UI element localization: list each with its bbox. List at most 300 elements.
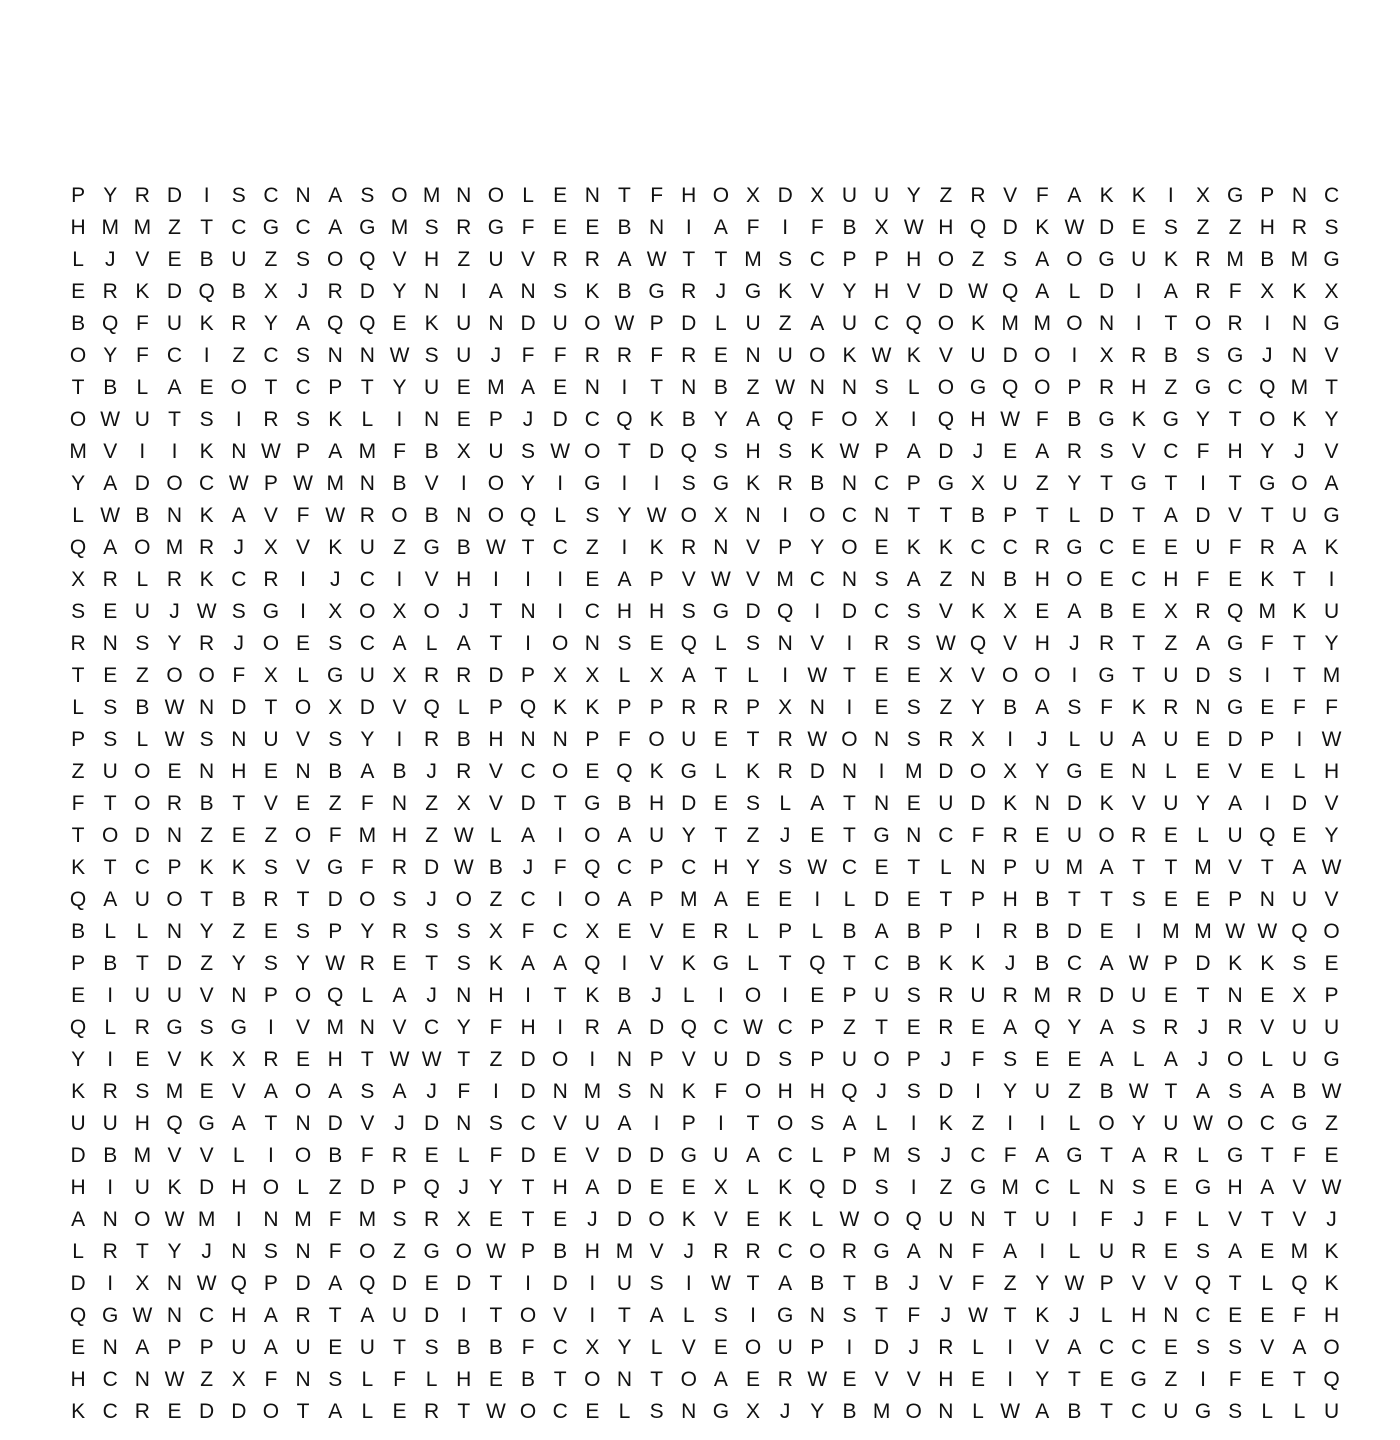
letter-cell[interactable]: O bbox=[937, 312, 955, 335]
letter-cell[interactable]: C bbox=[970, 1144, 986, 1167]
letter-cell[interactable]: N bbox=[841, 376, 858, 399]
letter-cell[interactable]: Y bbox=[103, 344, 118, 367]
letter-cell[interactable]: R bbox=[938, 1016, 954, 1039]
letter-cell[interactable]: I bbox=[910, 1112, 917, 1135]
letter-cell[interactable]: O bbox=[359, 1240, 376, 1263]
letter-cell[interactable]: T bbox=[1132, 632, 1146, 655]
letter-cell[interactable]: P bbox=[167, 1336, 182, 1359]
letter-cell[interactable]: K bbox=[1292, 408, 1307, 431]
letter-cell[interactable]: B bbox=[1067, 408, 1082, 431]
letter-cell[interactable]: O bbox=[648, 1208, 665, 1231]
letter-cell[interactable]: J bbox=[587, 1208, 598, 1231]
letter-cell[interactable]: N bbox=[777, 632, 793, 655]
letter-cell[interactable]: V bbox=[521, 248, 536, 271]
letter-cell[interactable]: D bbox=[616, 1208, 633, 1231]
letter-cell[interactable]: O bbox=[584, 888, 601, 911]
letter-cell[interactable]: V bbox=[1035, 1336, 1050, 1359]
letter-cell[interactable]: N bbox=[1131, 760, 1147, 783]
letter-cell[interactable]: Q bbox=[327, 312, 344, 335]
letter-cell[interactable]: F bbox=[1228, 280, 1242, 303]
letter-cell[interactable]: E bbox=[1195, 728, 1210, 751]
letter-cell[interactable]: O bbox=[69, 408, 87, 431]
letter-cell[interactable]: E bbox=[167, 760, 182, 783]
letter-cell[interactable]: Q bbox=[1259, 376, 1276, 399]
letter-cell[interactable]: A bbox=[617, 824, 632, 847]
letter-cell[interactable]: D bbox=[327, 888, 343, 911]
letter-cell[interactable]: D bbox=[359, 280, 375, 303]
letter-cell[interactable]: J bbox=[233, 536, 245, 559]
letter-cell[interactable]: Q bbox=[1034, 1016, 1051, 1039]
letter-cell[interactable]: N bbox=[231, 728, 247, 751]
letter-cell[interactable]: I bbox=[1039, 1240, 1046, 1263]
letter-cell[interactable]: Q bbox=[680, 632, 697, 655]
letter-cell[interactable]: W bbox=[1000, 1400, 1021, 1423]
letter-cell[interactable]: Q bbox=[519, 696, 537, 719]
letter-cell[interactable]: G bbox=[327, 664, 344, 687]
letter-cell[interactable]: H bbox=[1227, 1176, 1243, 1199]
letter-cell[interactable]: O bbox=[1226, 1112, 1244, 1135]
letter-cell[interactable]: E bbox=[553, 216, 568, 239]
letter-cell[interactable]: O bbox=[744, 984, 762, 1007]
letter-cell[interactable]: B bbox=[553, 1240, 568, 1263]
letter-cell[interactable]: V bbox=[938, 600, 953, 623]
letter-cell[interactable]: F bbox=[746, 216, 760, 239]
letter-cell[interactable]: G bbox=[1162, 408, 1180, 431]
letter-cell[interactable]: S bbox=[842, 1304, 857, 1327]
letter-cell[interactable]: V bbox=[1163, 1272, 1178, 1295]
letter-cell[interactable]: F bbox=[1293, 1304, 1306, 1327]
letter-cell[interactable]: T bbox=[200, 888, 214, 911]
letter-cell[interactable]: U bbox=[134, 984, 150, 1007]
letter-cell[interactable]: O bbox=[584, 1368, 601, 1391]
letter-cell[interactable]: N bbox=[231, 984, 247, 1007]
letter-cell[interactable]: Y bbox=[1195, 792, 1210, 815]
letter-cell[interactable]: R bbox=[938, 1336, 954, 1359]
letter-cell[interactable]: N bbox=[166, 504, 183, 527]
letter-cell[interactable]: N bbox=[359, 472, 375, 495]
letter-cell[interactable]: E bbox=[585, 216, 600, 239]
letter-cell[interactable]: F bbox=[457, 1080, 471, 1103]
letter-cell[interactable]: F bbox=[135, 312, 149, 335]
letter-cell[interactable]: B bbox=[1163, 344, 1178, 367]
letter-cell[interactable]: M bbox=[1162, 920, 1180, 943]
letter-cell[interactable]: S bbox=[585, 504, 600, 527]
letter-cell[interactable]: I bbox=[107, 1048, 114, 1071]
letter-cell[interactable]: V bbox=[649, 1240, 664, 1263]
letter-cell[interactable]: T bbox=[1293, 568, 1306, 591]
letter-cell[interactable]: L bbox=[1068, 728, 1081, 751]
letter-cell[interactable]: C bbox=[134, 856, 150, 879]
letter-cell[interactable]: S bbox=[135, 1080, 150, 1103]
letter-cell[interactable]: S bbox=[778, 440, 793, 463]
letter-cell[interactable]: C bbox=[616, 856, 633, 879]
letter-cell[interactable]: I bbox=[1264, 792, 1271, 815]
letter-cell[interactable]: A bbox=[1163, 1048, 1178, 1071]
letter-cell[interactable]: U bbox=[777, 344, 793, 367]
letter-cell[interactable]: I bbox=[203, 344, 210, 367]
letter-cell[interactable]: A bbox=[1035, 248, 1050, 271]
letter-cell[interactable]: X bbox=[488, 920, 503, 943]
letter-cell[interactable]: D bbox=[520, 1048, 536, 1071]
letter-cell[interactable]: I bbox=[1264, 664, 1271, 687]
letter-cell[interactable]: R bbox=[1131, 824, 1147, 847]
letter-cell[interactable]: T bbox=[1164, 856, 1178, 879]
letter-cell[interactable]: E bbox=[906, 1016, 921, 1039]
letter-cell[interactable]: S bbox=[713, 1304, 728, 1327]
letter-cell[interactable]: U bbox=[1034, 1208, 1050, 1231]
letter-cell[interactable]: L bbox=[972, 1336, 984, 1359]
letter-cell[interactable]: K bbox=[1003, 792, 1018, 815]
letter-cell[interactable]: R bbox=[1259, 536, 1275, 559]
letter-cell[interactable]: V bbox=[1260, 1016, 1275, 1039]
letter-cell[interactable]: U bbox=[359, 664, 375, 687]
letter-cell[interactable]: X bbox=[392, 600, 407, 623]
letter-cell[interactable]: N bbox=[584, 632, 600, 655]
letter-cell[interactable]: B bbox=[617, 984, 632, 1007]
letter-cell[interactable]: E bbox=[746, 1368, 761, 1391]
letter-cell[interactable]: X bbox=[971, 472, 986, 495]
letter-cell[interactable]: N bbox=[166, 1304, 183, 1327]
letter-cell[interactable]: M bbox=[1258, 600, 1277, 623]
letter-cell[interactable]: W bbox=[1128, 1080, 1149, 1103]
letter-cell[interactable]: Y bbox=[746, 856, 761, 879]
letter-cell[interactable]: I bbox=[300, 600, 306, 623]
letter-cell[interactable]: V bbox=[103, 440, 118, 463]
letter-cell[interactable]: V bbox=[1228, 1208, 1243, 1231]
letter-cell[interactable]: F bbox=[521, 216, 535, 239]
letter-cell[interactable]: E bbox=[1163, 1336, 1178, 1359]
letter-cell[interactable]: A bbox=[1324, 472, 1339, 495]
letter-cell[interactable]: F bbox=[1293, 696, 1306, 719]
letter-cell[interactable]: I bbox=[171, 440, 178, 463]
letter-cell[interactable]: R bbox=[938, 728, 954, 751]
letter-cell[interactable]: P bbox=[874, 440, 889, 463]
letter-cell[interactable]: S bbox=[1228, 1400, 1243, 1423]
letter-cell[interactable]: F bbox=[1164, 1208, 1178, 1231]
letter-cell[interactable]: N bbox=[552, 728, 568, 751]
letter-cell[interactable]: I bbox=[460, 472, 467, 495]
letter-cell[interactable]: L bbox=[1197, 1144, 1209, 1167]
letter-cell[interactable]: G bbox=[198, 1112, 215, 1135]
letter-cell[interactable]: X bbox=[1003, 600, 1018, 623]
letter-cell[interactable]: T bbox=[714, 248, 728, 271]
letter-cell[interactable]: I bbox=[846, 632, 853, 655]
letter-cell[interactable]: R bbox=[359, 504, 375, 527]
letter-cell[interactable]: T bbox=[489, 1304, 503, 1327]
letter-cell[interactable]: T bbox=[746, 1272, 760, 1295]
letter-cell[interactable]: C bbox=[777, 1144, 793, 1167]
letter-cell[interactable]: L bbox=[361, 1368, 374, 1391]
letter-cell[interactable]: R bbox=[713, 920, 729, 943]
letter-cell[interactable]: I bbox=[139, 440, 146, 463]
letter-cell[interactable]: M bbox=[358, 824, 377, 847]
letter-cell[interactable]: U bbox=[134, 600, 150, 623]
letter-cell[interactable]: V bbox=[296, 728, 311, 751]
letter-cell[interactable]: G bbox=[1130, 472, 1147, 495]
letter-cell[interactable]: V bbox=[713, 1208, 728, 1231]
letter-cell[interactable]: O bbox=[134, 1208, 151, 1231]
letter-cell[interactable]: S bbox=[1131, 1016, 1146, 1039]
letter-cell[interactable]: W bbox=[196, 1272, 217, 1295]
letter-cell[interactable]: B bbox=[906, 920, 921, 943]
letter-cell[interactable]: V bbox=[199, 984, 214, 1007]
letter-cell[interactable]: G bbox=[712, 1400, 730, 1423]
letter-cell[interactable]: R bbox=[1163, 1016, 1179, 1039]
letter-cell[interactable]: U bbox=[359, 536, 375, 559]
letter-cell[interactable]: K bbox=[1131, 184, 1146, 207]
letter-cell[interactable]: L bbox=[136, 568, 149, 591]
letter-cell[interactable]: T bbox=[1164, 312, 1178, 335]
letter-cell[interactable]: P bbox=[810, 1016, 825, 1039]
letter-cell[interactable]: S bbox=[456, 920, 471, 943]
letter-cell[interactable]: F bbox=[650, 184, 664, 207]
letter-cell[interactable]: D bbox=[520, 312, 536, 335]
letter-cell[interactable]: B bbox=[392, 472, 407, 495]
letter-cell[interactable]: T bbox=[393, 1336, 406, 1359]
letter-cell[interactable]: X bbox=[328, 600, 343, 623]
letter-cell[interactable]: E bbox=[71, 280, 86, 303]
letter-cell[interactable]: F bbox=[264, 1368, 278, 1391]
letter-cell[interactable]: I bbox=[460, 1304, 467, 1327]
letter-cell[interactable]: S bbox=[103, 728, 118, 751]
letter-cell[interactable]: W bbox=[646, 248, 667, 271]
letter-cell[interactable]: N bbox=[1291, 312, 1307, 335]
letter-cell[interactable]: H bbox=[938, 216, 954, 239]
letter-cell[interactable]: R bbox=[1291, 216, 1307, 239]
letter-cell[interactable]: D bbox=[424, 1304, 440, 1327]
letter-cell[interactable]: Q bbox=[584, 952, 601, 975]
letter-cell[interactable]: K bbox=[199, 312, 214, 335]
letter-cell[interactable]: M bbox=[197, 1208, 216, 1231]
letter-cell[interactable]: Q bbox=[359, 1272, 376, 1295]
letter-cell[interactable]: E bbox=[585, 1400, 600, 1423]
letter-cell[interactable]: N bbox=[102, 1208, 118, 1231]
letter-cell[interactable]: Q bbox=[102, 312, 119, 335]
letter-cell[interactable]: U bbox=[488, 248, 504, 271]
letter-cell[interactable]: A bbox=[1131, 728, 1146, 751]
letter-cell[interactable]: D bbox=[520, 1080, 536, 1103]
letter-cell[interactable]: I bbox=[525, 984, 531, 1007]
letter-cell[interactable]: V bbox=[906, 280, 921, 303]
letter-cell[interactable]: R bbox=[681, 536, 697, 559]
letter-cell[interactable]: Z bbox=[1003, 1272, 1017, 1295]
letter-cell[interactable]: I bbox=[107, 1176, 114, 1199]
letter-cell[interactable]: C bbox=[841, 504, 858, 527]
letter-cell[interactable]: I bbox=[1007, 728, 1014, 751]
letter-cell[interactable]: H bbox=[488, 728, 504, 751]
letter-cell[interactable]: F bbox=[393, 1368, 406, 1391]
letter-cell[interactable]: U bbox=[102, 1112, 118, 1135]
letter-cell[interactable]: R bbox=[134, 1016, 150, 1039]
letter-cell[interactable]: A bbox=[746, 408, 761, 431]
letter-cell[interactable]: H bbox=[681, 184, 697, 207]
letter-cell[interactable]: M bbox=[1001, 312, 1019, 335]
letter-cell[interactable]: P bbox=[328, 920, 343, 943]
letter-cell[interactable]: D bbox=[841, 600, 858, 623]
letter-cell[interactable]: B bbox=[328, 1144, 343, 1167]
letter-cell[interactable]: J bbox=[104, 248, 116, 271]
letter-cell[interactable]: M bbox=[679, 888, 698, 911]
letter-cell[interactable]: V bbox=[167, 1048, 182, 1071]
letter-cell[interactable]: I bbox=[589, 1048, 596, 1071]
letter-cell[interactable]: R bbox=[713, 696, 729, 719]
letter-cell[interactable]: T bbox=[714, 824, 728, 847]
letter-cell[interactable]: Z bbox=[939, 184, 953, 207]
letter-cell[interactable]: F bbox=[810, 216, 824, 239]
letter-cell[interactable]: A bbox=[1035, 1400, 1050, 1423]
letter-cell[interactable]: I bbox=[1328, 568, 1335, 591]
letter-cell[interactable]: L bbox=[72, 248, 84, 271]
letter-cell[interactable]: O bbox=[391, 504, 408, 527]
letter-cell[interactable]: A bbox=[1163, 504, 1178, 527]
letter-cell[interactable]: S bbox=[649, 1272, 664, 1295]
letter-cell[interactable]: E bbox=[1163, 888, 1178, 911]
letter-cell[interactable]: V bbox=[1324, 888, 1339, 911]
letter-cell[interactable]: C bbox=[584, 600, 600, 623]
letter-cell[interactable]: E bbox=[1260, 984, 1275, 1007]
letter-cell[interactable]: U bbox=[134, 888, 150, 911]
letter-cell[interactable]: I bbox=[621, 952, 628, 975]
letter-cell[interactable]: B bbox=[681, 408, 696, 431]
letter-cell[interactable]: A bbox=[231, 1112, 246, 1135]
letter-cell[interactable]: C bbox=[970, 536, 986, 559]
letter-cell[interactable]: G bbox=[712, 600, 730, 623]
letter-cell[interactable]: V bbox=[1292, 1208, 1307, 1231]
letter-cell[interactable]: Y bbox=[71, 1048, 86, 1071]
letter-cell[interactable]: Y bbox=[1035, 760, 1050, 783]
letter-cell[interactable]: C bbox=[102, 1400, 118, 1423]
letter-cell[interactable]: E bbox=[617, 920, 632, 943]
letter-cell[interactable]: S bbox=[1003, 248, 1018, 271]
letter-cell[interactable]: C bbox=[874, 600, 890, 623]
letter-cell[interactable]: T bbox=[521, 1176, 535, 1199]
letter-cell[interactable]: T bbox=[907, 504, 921, 527]
letter-cell[interactable]: D bbox=[681, 792, 697, 815]
letter-cell[interactable]: R bbox=[1034, 536, 1050, 559]
letter-cell[interactable]: I bbox=[717, 1112, 724, 1135]
letter-cell[interactable]: I bbox=[685, 1272, 692, 1295]
letter-cell[interactable]: L bbox=[522, 184, 534, 207]
letter-cell[interactable]: L bbox=[1197, 1208, 1209, 1231]
letter-cell[interactable]: M bbox=[904, 760, 923, 783]
letter-cell[interactable]: Q bbox=[1259, 824, 1276, 847]
letter-cell[interactable]: F bbox=[810, 408, 824, 431]
letter-cell[interactable]: F bbox=[1100, 1208, 1113, 1231]
letter-cell[interactable]: N bbox=[745, 504, 761, 527]
letter-cell[interactable]: W bbox=[485, 536, 506, 559]
letter-cell[interactable]: W bbox=[935, 632, 956, 655]
letter-cell[interactable]: Q bbox=[680, 1016, 697, 1039]
letter-cell[interactable]: E bbox=[810, 824, 825, 847]
letter-cell[interactable]: U bbox=[649, 824, 665, 847]
letter-cell[interactable]: G bbox=[1194, 1400, 1212, 1423]
letter-cell[interactable]: E bbox=[810, 984, 825, 1007]
letter-cell[interactable]: U bbox=[1291, 888, 1307, 911]
letter-cell[interactable]: I bbox=[910, 1176, 917, 1199]
letter-cell[interactable]: P bbox=[842, 248, 857, 271]
letter-cell[interactable]: K bbox=[71, 856, 86, 879]
letter-cell[interactable]: J bbox=[908, 1272, 919, 1295]
letter-cell[interactable]: N bbox=[359, 1016, 375, 1039]
letter-cell[interactable]: Z bbox=[264, 824, 278, 847]
letter-cell[interactable]: G bbox=[1194, 376, 1212, 399]
letter-cell[interactable]: W bbox=[389, 344, 410, 367]
letter-cell[interactable]: L bbox=[1068, 1240, 1081, 1263]
letter-cell[interactable]: Q bbox=[1291, 1272, 1308, 1295]
letter-cell[interactable]: O bbox=[166, 888, 183, 911]
letter-cell[interactable]: U bbox=[1002, 472, 1018, 495]
letter-cell[interactable]: J bbox=[683, 1240, 694, 1263]
letter-cell[interactable]: F bbox=[1003, 1144, 1017, 1167]
letter-cell[interactable]: A bbox=[1099, 856, 1114, 879]
letter-cell[interactable]: D bbox=[1066, 792, 1083, 815]
letter-cell[interactable]: N bbox=[616, 1368, 633, 1391]
letter-cell[interactable]: W bbox=[646, 504, 667, 527]
letter-cell[interactable]: D bbox=[1002, 216, 1018, 239]
letter-cell[interactable]: R bbox=[263, 888, 279, 911]
letter-cell[interactable]: B bbox=[1099, 1080, 1114, 1103]
letter-cell[interactable]: J bbox=[940, 1144, 952, 1167]
letter-cell[interactable]: X bbox=[971, 728, 986, 751]
letter-cell[interactable]: J bbox=[1004, 952, 1016, 975]
letter-cell[interactable]: D bbox=[1002, 344, 1018, 367]
letter-cell[interactable]: B bbox=[1035, 952, 1050, 975]
letter-cell[interactable]: M bbox=[615, 1240, 634, 1263]
letter-cell[interactable]: Z bbox=[71, 760, 85, 783]
letter-cell[interactable]: O bbox=[841, 728, 858, 751]
letter-cell[interactable]: V bbox=[296, 856, 311, 879]
letter-cell[interactable]: O bbox=[294, 696, 312, 719]
letter-cell[interactable]: J bbox=[522, 856, 534, 879]
letter-cell[interactable]: R bbox=[391, 1144, 408, 1167]
letter-cell[interactable]: Q bbox=[905, 1208, 922, 1231]
letter-cell[interactable]: B bbox=[1099, 600, 1114, 623]
letter-cell[interactable]: Q bbox=[969, 632, 987, 655]
letter-cell[interactable]: E bbox=[1260, 1368, 1275, 1391]
letter-cell[interactable]: R bbox=[1066, 440, 1083, 463]
letter-cell[interactable]: X bbox=[778, 696, 793, 719]
letter-cell[interactable]: U bbox=[1291, 504, 1307, 527]
letter-cell[interactable]: D bbox=[1227, 728, 1243, 751]
letter-cell[interactable]: J bbox=[426, 888, 437, 911]
letter-cell[interactable]: Z bbox=[746, 824, 760, 847]
letter-cell[interactable]: I bbox=[203, 184, 210, 207]
letter-cell[interactable]: G bbox=[937, 472, 955, 495]
letter-cell[interactable]: H bbox=[584, 1240, 600, 1263]
letter-cell[interactable]: O bbox=[841, 536, 858, 559]
letter-cell[interactable]: F bbox=[360, 856, 374, 879]
letter-cell[interactable]: V bbox=[488, 792, 503, 815]
letter-cell[interactable]: D bbox=[745, 1048, 761, 1071]
letter-cell[interactable]: U bbox=[166, 312, 183, 335]
letter-cell[interactable]: V bbox=[167, 1144, 182, 1167]
letter-cell[interactable]: E bbox=[585, 568, 600, 591]
letter-cell[interactable]: H bbox=[1034, 632, 1050, 655]
letter-cell[interactable]: R bbox=[295, 1304, 311, 1327]
letter-cell[interactable]: V bbox=[938, 344, 953, 367]
letter-cell[interactable]: L bbox=[136, 376, 149, 399]
letter-cell[interactable]: I bbox=[1200, 472, 1206, 495]
letter-cell[interactable]: B bbox=[1067, 1400, 1082, 1423]
letter-cell[interactable]: O bbox=[1066, 312, 1083, 335]
letter-cell[interactable]: A bbox=[617, 568, 632, 591]
letter-cell[interactable]: R bbox=[681, 280, 697, 303]
letter-cell[interactable]: P bbox=[263, 984, 278, 1007]
letter-cell[interactable]: N bbox=[102, 632, 118, 655]
letter-cell[interactable]: U bbox=[938, 1208, 954, 1231]
letter-cell[interactable]: D bbox=[1098, 984, 1115, 1007]
letter-cell[interactable]: L bbox=[682, 1304, 695, 1327]
